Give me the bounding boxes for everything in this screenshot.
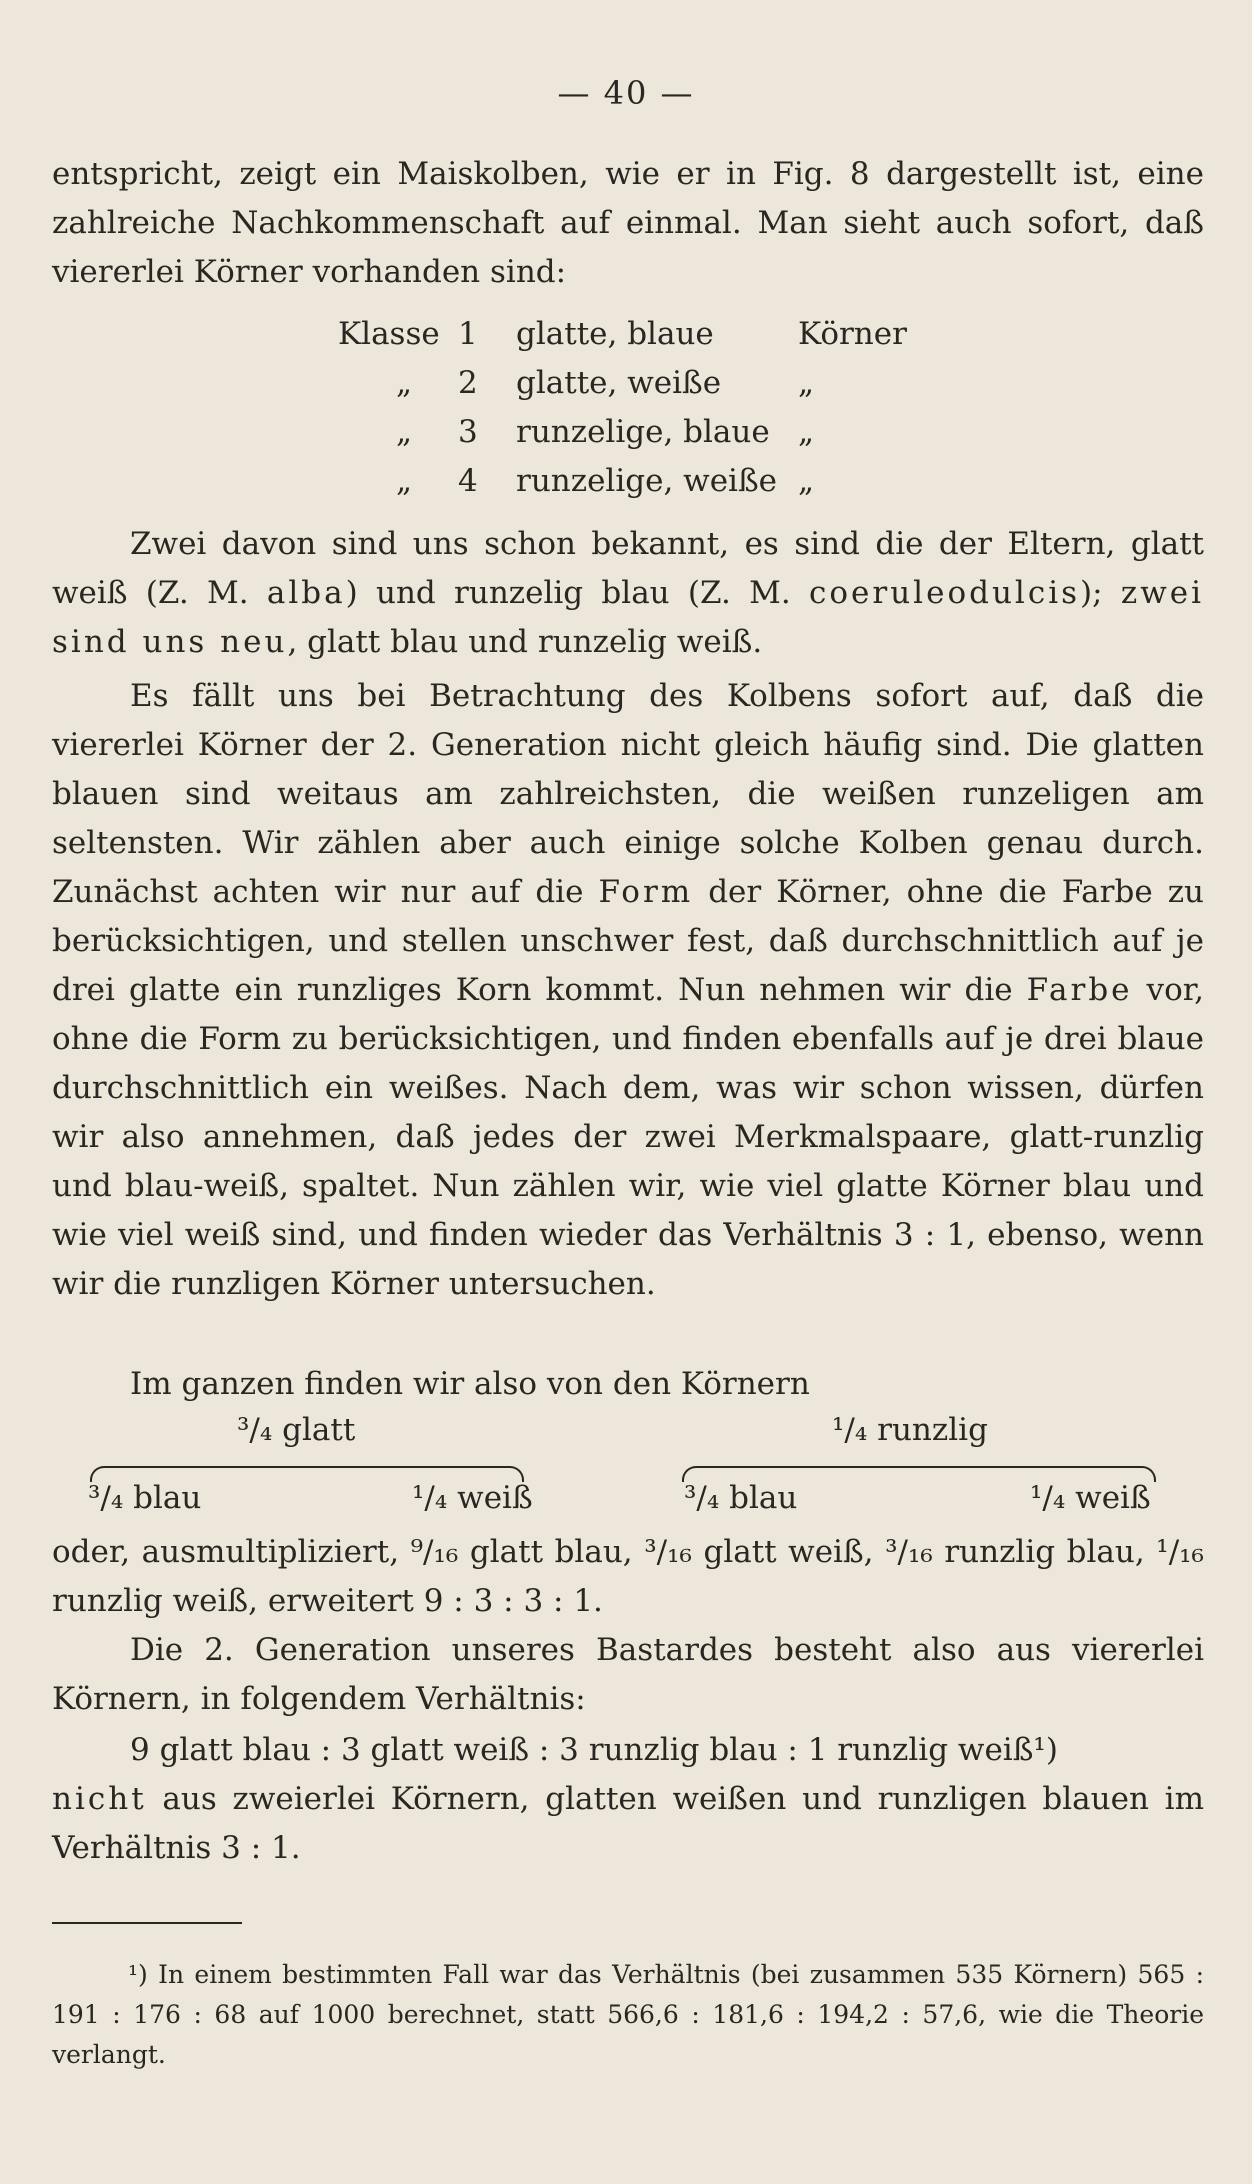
class-number: 1 [458,316,478,352]
paragraph-4-text: Im ganzen finden wir also von den Körnern [130,1366,810,1402]
text-span: Zwei davon sind uns schon bekannt, es sind die der Eltern, glatt weiß (Z. M. [52,526,1204,611]
footnote-rule [52,1922,242,1924]
class-row-1 [338,310,918,359]
class-number: 4 [458,463,478,499]
footnote-text: ¹) In einem bestimmten Fall war das Verhältnis (bei zusammen 535 Körnern) 565 : 191 : 176 : 68 auf 1000 berechnet, statt 566,6 : 181,6 : 194,2 : 57,6, wie die Theorie verlangt. [52,1960,1204,2069]
paragraph-3 [52,672,1204,1309]
paragraph-2 [52,520,1204,667]
text-span: vor, ohne die Form zu berücksichtigen, und finden ebenfalls auf je drei blaue durchschnittlich ein weißes. Nach dem, was wir schon wissen, dürfen wir also annehmen, daß jedes der zwei Merkmalspaare, glatt-runzlig und blau-weiß, spaltet. Nun zählen wir, wie viel glatte Körner blau und wie viel weiß sind, und finden wieder das Verhältnis 3 : 1, ebenso, wenn wir die runzligen Körner untersuchen. [52,972,1204,1302]
class-list [338,310,918,506]
paragraph-5-text: oder, ausmultipliziert, ⁹/₁₆ glatt blau, ³/₁₆ glatt weiß, ³/₁₆ runzlig blau, ¹/₁₆ runzlig weiß, erweitert 9 : 3 : 3 : 1. [52,1534,1204,1619]
class-description: glatte, blaue [516,316,714,352]
text-span: Es fällt uns bei Betrachtung des Kolbens sofort auf, daß die viererlei Körner der 2. Generation nicht gleich häufig sind. Die glatten blauen sind weitaus am zahlreichsten, die weißen runzeligen am seltensten. Wir zählen aber auch einige solche Kolben genau durch. Zunächst achten wir nur auf die [52,678,1204,910]
class-description: glatte, weiße [516,365,722,401]
class-row-2 [338,359,918,408]
paragraph-4 [52,1360,1204,1409]
runzlig-header: ¹/₄ runzlig [832,1412,988,1448]
emphasis-text: zwei sind uns neu [52,575,1204,660]
ditto-mark: „ [396,365,413,401]
class-label: Klasse [338,316,440,352]
text-span: , glatt blau und runzelig weiß. [287,624,763,660]
species-name: coeruleodulcis [809,575,1081,611]
emphasis-text: nicht [52,1781,147,1817]
paragraph-7 [52,1726,1204,1873]
paragraph-2-text [52,520,1204,667]
paragraph-1 [52,150,1204,297]
paragraph-5 [52,1528,1204,1626]
text-span: aus zweierlei Körnern, glatten weißen und runzligen blauen im Verhältnis 3 : 1. [52,1781,1204,1866]
class-end: „ [798,365,815,401]
class-description: runzelige, weiße [516,463,778,499]
blau-runzlig: ³/₄ blau [684,1480,798,1516]
weiss-glatt: ¹/₄ weiß [412,1480,533,1516]
page-number: — 40 — [557,74,695,112]
paragraph-1-text: entspricht, zeigt ein Maiskolben, wie er in Fig. 8 dargestellt ist, eine zahlreiche Nachkommenschaft auf einmal. Man sieht auch sofort, daß viererlei Körner vorhanden sind: [52,156,1204,290]
class-end: Körner [798,316,907,352]
blau-glatt: ³/₄ blau [88,1480,202,1516]
emphasis-text: Farbe [1026,972,1133,1008]
class-number: 3 [458,414,478,450]
class-description: runzelige, blaue [516,414,770,450]
glatt-header: ³/₄ glatt [237,1412,356,1448]
class-end: „ [798,463,815,499]
paragraph-7-text [52,1775,1204,1873]
class-row-3 [338,408,918,457]
paragraph-6-text: Die 2. Generation unseres Bastardes besteht also aus viererlei Körnern, in folgendem Verhältnis: [52,1632,1204,1717]
class-number: 2 [458,365,478,401]
ditto-mark: „ [396,414,413,450]
weiss-runzlig: ¹/₄ weiß [1030,1480,1151,1516]
ratio-line: 9 glatt blau : 3 glatt weiß : 3 runzlig blau : 1 runzlig weiß¹) [130,1732,1058,1768]
footnote [52,1955,1204,2075]
emphasis-text: Form [598,874,694,910]
text-span: ); [1080,575,1121,611]
text-span: der Körner, ohne die Farbe zu berücksichtigen, und stellen unschwer fest, daß durchschnittlich auf je drei glatte ein runzliges Korn kommt. Nun nehmen wir die [52,874,1205,1008]
paragraph-6 [52,1626,1204,1724]
class-end: „ [798,414,815,450]
species-name: alba [266,575,346,611]
ditto-mark: „ [396,463,413,499]
class-row-4 [338,457,918,506]
text-span: ) und runzelig blau (Z. M. [345,575,810,611]
paragraph-3-text [52,672,1204,1309]
